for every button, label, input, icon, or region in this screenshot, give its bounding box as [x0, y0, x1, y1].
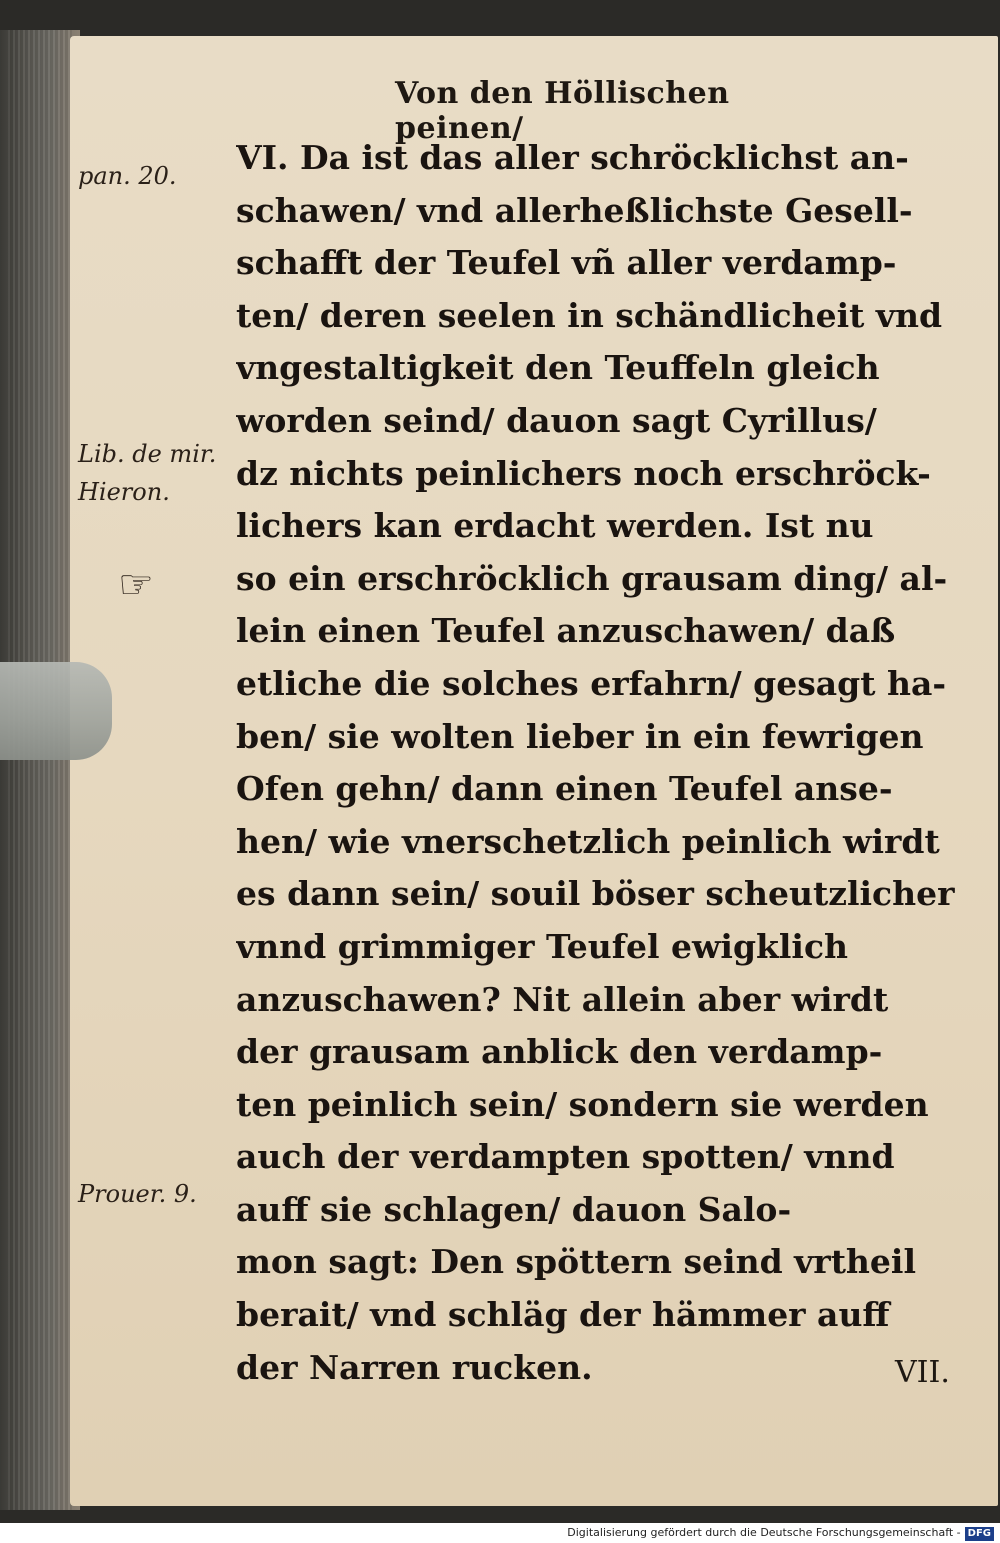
text-line: es dann sein/ souil böser scheutzlicher [236, 874, 955, 914]
running-head: Von den Höllischen peinen/ [395, 76, 730, 146]
book-clamp [0, 662, 112, 760]
text-line: vnnd grimmiger Teufel ewigklich [236, 926, 849, 966]
text-line: hen/ wie vnerschetzlich peinlich wirdt [236, 821, 940, 861]
text-line: schafft der Teufel vñ aller verdamp- [236, 243, 897, 283]
digitization-footer [0, 1523, 1000, 1543]
text-line: ten/ deren seelen in schändlicheit vnd [236, 295, 943, 335]
text-line: auch der verdampten spotten/ vnnd [236, 1137, 895, 1177]
text-line: etliche die solches erfahrn/ gesagt ha- [236, 663, 947, 703]
text-line: mon sagt: Den spöttern seind vrtheil [236, 1242, 916, 1282]
text-line: lein einen Teufel anzuschawen/ daß [236, 611, 896, 651]
text-line: schawen/ vnd allerheßlichste Gesell- [236, 190, 913, 230]
pointing-hand-icon: ☞ [118, 562, 154, 608]
text-line: VI. Da ist das aller schröcklichst an- [236, 138, 909, 177]
text-line: dz nichts peinlichers noch erschröck- [236, 453, 931, 493]
text-line: ten peinlich sein/ sondern sie werden [236, 1084, 929, 1124]
text-line: der Narren rucken. [236, 1347, 593, 1387]
text-line: berait/ vnd schläg der hämmer auff [236, 1295, 890, 1335]
text-line: vngestaltigkeit den Teuffeln gleich [236, 348, 880, 388]
book-page-edges [0, 30, 80, 1510]
text-line: der grausam anblick den verdamp- [236, 1032, 883, 1072]
margin-note-1: pan. 20. [78, 162, 177, 190]
text-line: anzuschawen? Nit allein aber wirdt [236, 979, 889, 1019]
text-line: worden seind/ dauon sagt Cyrillus/ [236, 400, 877, 440]
margin-note-3: Hieron. [78, 478, 170, 506]
text-line: lichers kan erdacht werden. Ist nu [236, 506, 874, 546]
margin-note-2: Lib. de mir. [78, 440, 217, 468]
body-text [236, 132, 976, 1394]
text-line: so ein erschröcklich grausam ding/ al- [236, 558, 948, 598]
text-line: auff sie schlagen/ dauon Salo- [236, 1189, 792, 1229]
text-line: ben/ sie wolten lieber in ein fewrigen [236, 716, 924, 756]
footer-text: Digitalisierung gefördert durch die Deutsche Forschungsgemeinschaft - [567, 1526, 961, 1539]
text-line: Ofen gehn/ dann einen Teufel anse- [236, 769, 893, 809]
dfg-logo: DFG [965, 1527, 994, 1541]
catchword: VII. [895, 1355, 950, 1390]
margin-note-4: Prouer. 9. [78, 1180, 197, 1208]
